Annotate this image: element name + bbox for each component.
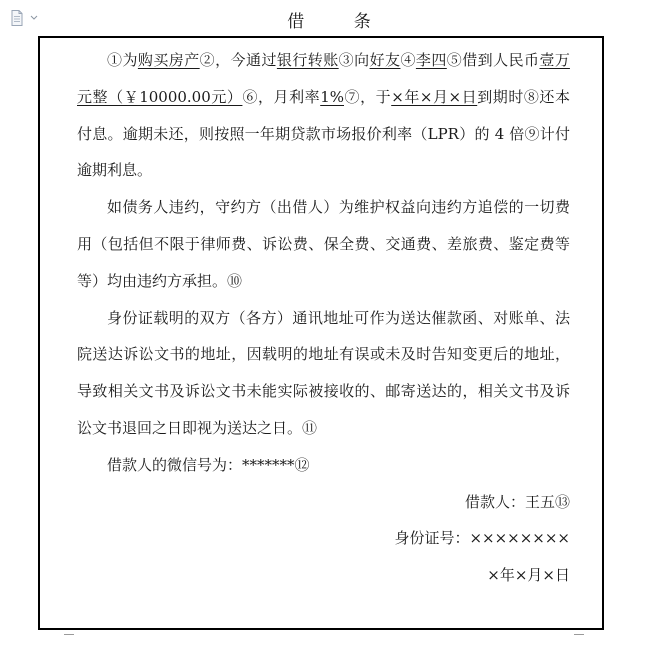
monthly-rate: 1%	[320, 87, 344, 106]
lender-name: 李四	[415, 51, 447, 69]
loan-purpose: 购买房产	[137, 51, 200, 69]
page-corner-mark	[64, 634, 74, 645]
loan-amount: 壹万元整（￥10000.00元）	[77, 51, 570, 106]
borrower-signature: 借款人：王五⑬	[464, 492, 570, 511]
text-segment: ①为	[107, 51, 138, 69]
paragraph-wechat: 借款人的微信号为：*******⑫	[107, 455, 310, 474]
borrower-id-number: 身份证号：××××××××	[394, 529, 570, 548]
text-segment: ⑦，于	[344, 87, 392, 106]
document-title: 借 条	[287, 12, 393, 32]
payment-method: 银行转账	[276, 51, 339, 69]
document-body	[77, 42, 570, 594]
paragraph-service-address: 身份证载明的双方（各方）通讯地址可作为送达催款函、对账单、法院送达诉讼文书的地址，因载明的地址有误或未及时告知变更后的地址，导致相关文书及诉讼文书未能实际被接收的、邮寄送达的，相关文书及诉讼文书退回之日即视为送达之日。⑪	[77, 308, 570, 437]
lender-relation: 好友	[369, 51, 401, 69]
text-segment: ②，今通过	[199, 51, 277, 69]
signature-date: ×年×月×日	[487, 566, 570, 585]
paragraph-loan-terms	[77, 42, 570, 189]
text-segment: ③向	[338, 51, 370, 69]
text-segment: ⑥，月利率	[242, 87, 321, 106]
text-segment: 到期时⑧还本付息。逾期未还，则按照一年期贷款市场报价利率（LPR）的 4 倍⑨计付逾期利息。	[77, 87, 570, 180]
due-date: ×年×月×日	[391, 87, 478, 106]
paragraph-breach: 如债务人违约，守约方（出借人）为维护权益向违约方追偿的一切费用（包括但不限于律师费、诉讼费、保全费、交通费、差旅费、鉴定费等等）均由违约方承担。⑩	[77, 198, 570, 290]
page-corner-mark	[574, 634, 584, 645]
document-frame	[38, 36, 604, 630]
text-segment: ④	[400, 51, 416, 69]
text-segment: ⑤借到人民币	[446, 51, 540, 69]
